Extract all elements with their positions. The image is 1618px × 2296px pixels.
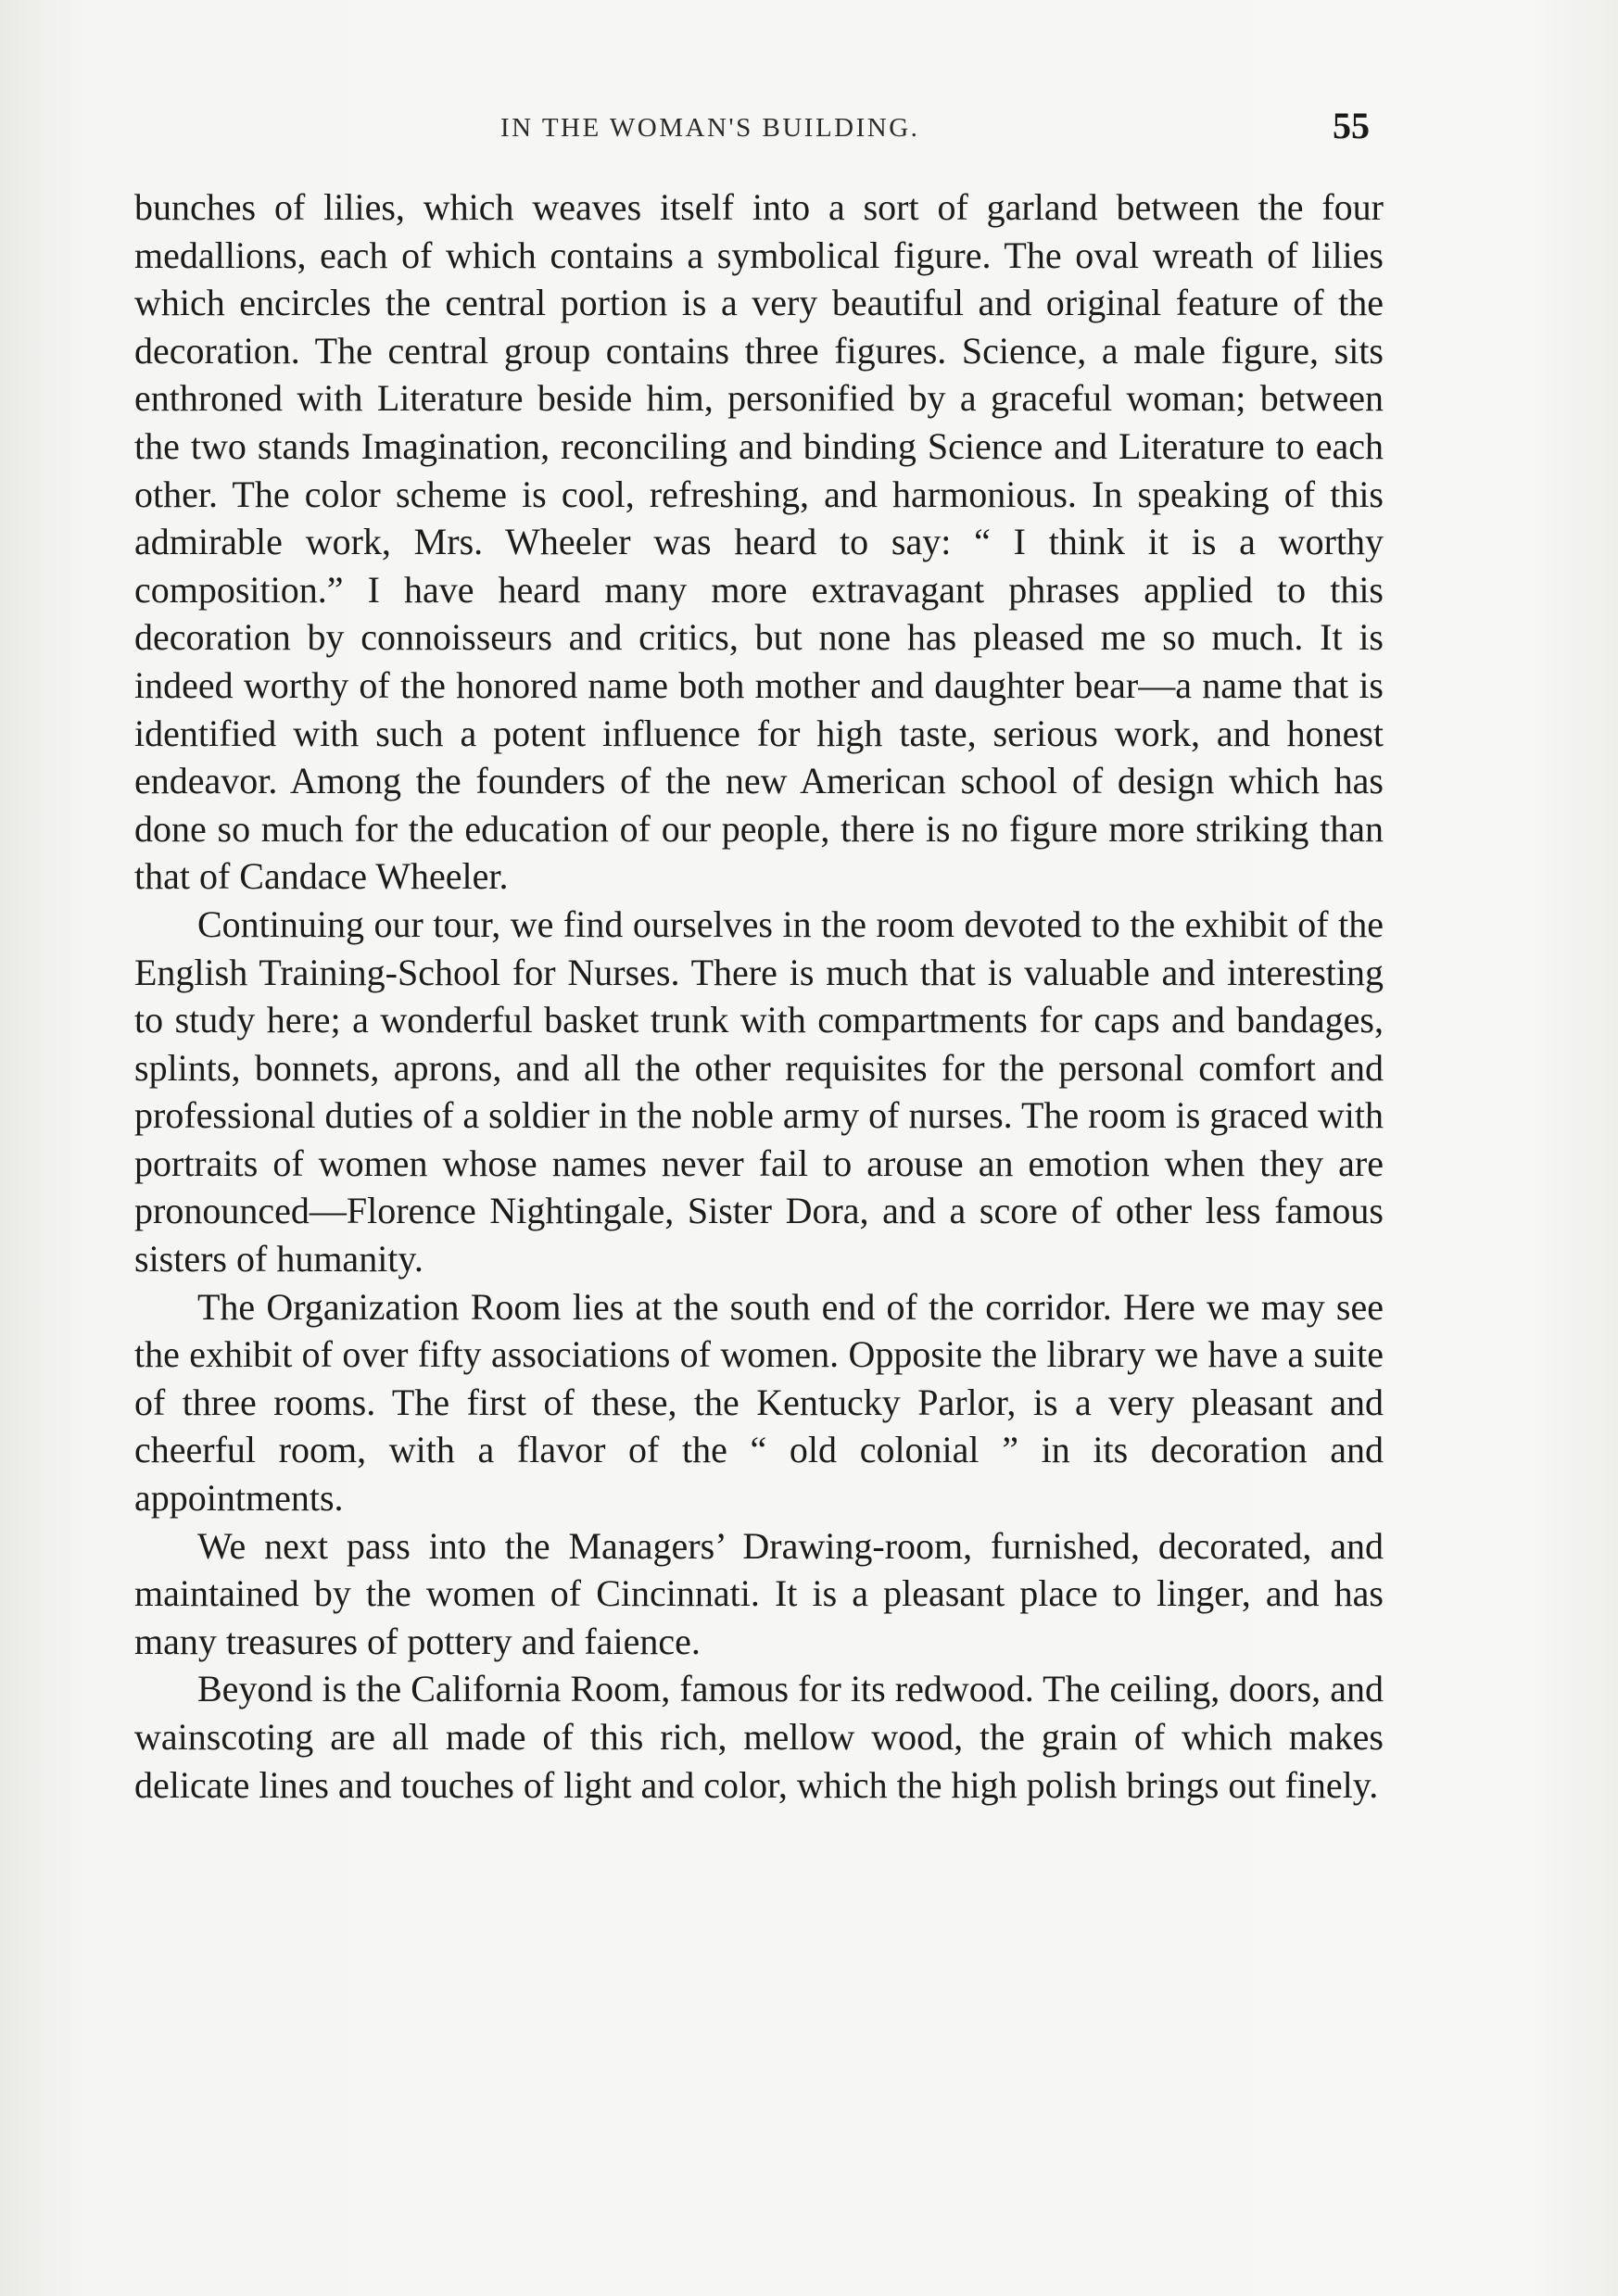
running-head [0,104,1618,150]
paragraph-lilies-decoration: bunches of lilies, which weaves itself into a sort of garland between the four medallions, each of which contains a symbolical figure. The oval wreath of lilies which encircles the central portion is a very beautiful and original feature of the decoration. The central group contains three figures. Science, a male figure, sits enthroned with Literature beside him, personified by a graceful woman; between the two stands Imagination, reconciling and binding Science and Literature to each other. The color scheme is cool, refreshing, and harmonious. In speaking of this admirable work, Mrs. Wheeler was heard to say: “ I think it is a worthy composition.” I have heard many more extravagant phrases applied to this decoration by connoisseurs and critics, but none has pleased me so much. It is indeed worthy of the honored name both mother and daughter bear—a name that is identified with such a potent influence for high taste, serious work, and honest endeavor. Among the founders of the new American school of design which has done so much for the education of our people, there is no figure more striking than that of Candace Wheeler. [134,186,1384,898]
paragraph-organization-room: The Organization Room lies at the south end of the corridor. Here we may see the exhibit of over fifty associations of women. Opposite the library we have a suite of three rooms. The first of these, the Kentucky Parlor, is a very pleasant and cheerful room, with a flavor of the “ old colonial ” in its decoration and appointments. [134,1285,1384,1520]
body-text [134,183,1384,1809]
paragraph-drawing-room: We next pass into the Managers’ Drawing-room, furnished, decorated, and maintained by the women of Cincinnati. It is a pleasant place to linger, and has many treasures of pottery and faience. [134,1524,1384,1662]
page-number: 55 [1333,105,1370,146]
running-title: IN THE WOMAN'S BUILDING. [500,113,920,143]
paragraph-california-room: Beyond is the California Room, famous for its redwood. The ceiling, doors, and wainscoting are all made of this rich, mellow wood, the grain of which makes delicate lines and touches of light and color, which the high polish brings out finely. [134,1668,1384,1806]
paragraph-nurses-room: Continuing our tour, we find ourselves in the room devoted to the exhibit of the English Training-School for Nurses. There is much that is valuable and interesting to study here; a wonderful basket trunk with compartments for caps and bandages, splints, bonnets, aprons, and all the other requisites for the personal comfort and professional duties of a soldier in the noble army of nurses. The room is graced with portraits of women whose names never fail to arouse an emotion when they are pronounced—Florence Nightingale, Sister Dora, and a score of other less famous sisters of humanity. [134,902,1384,1280]
